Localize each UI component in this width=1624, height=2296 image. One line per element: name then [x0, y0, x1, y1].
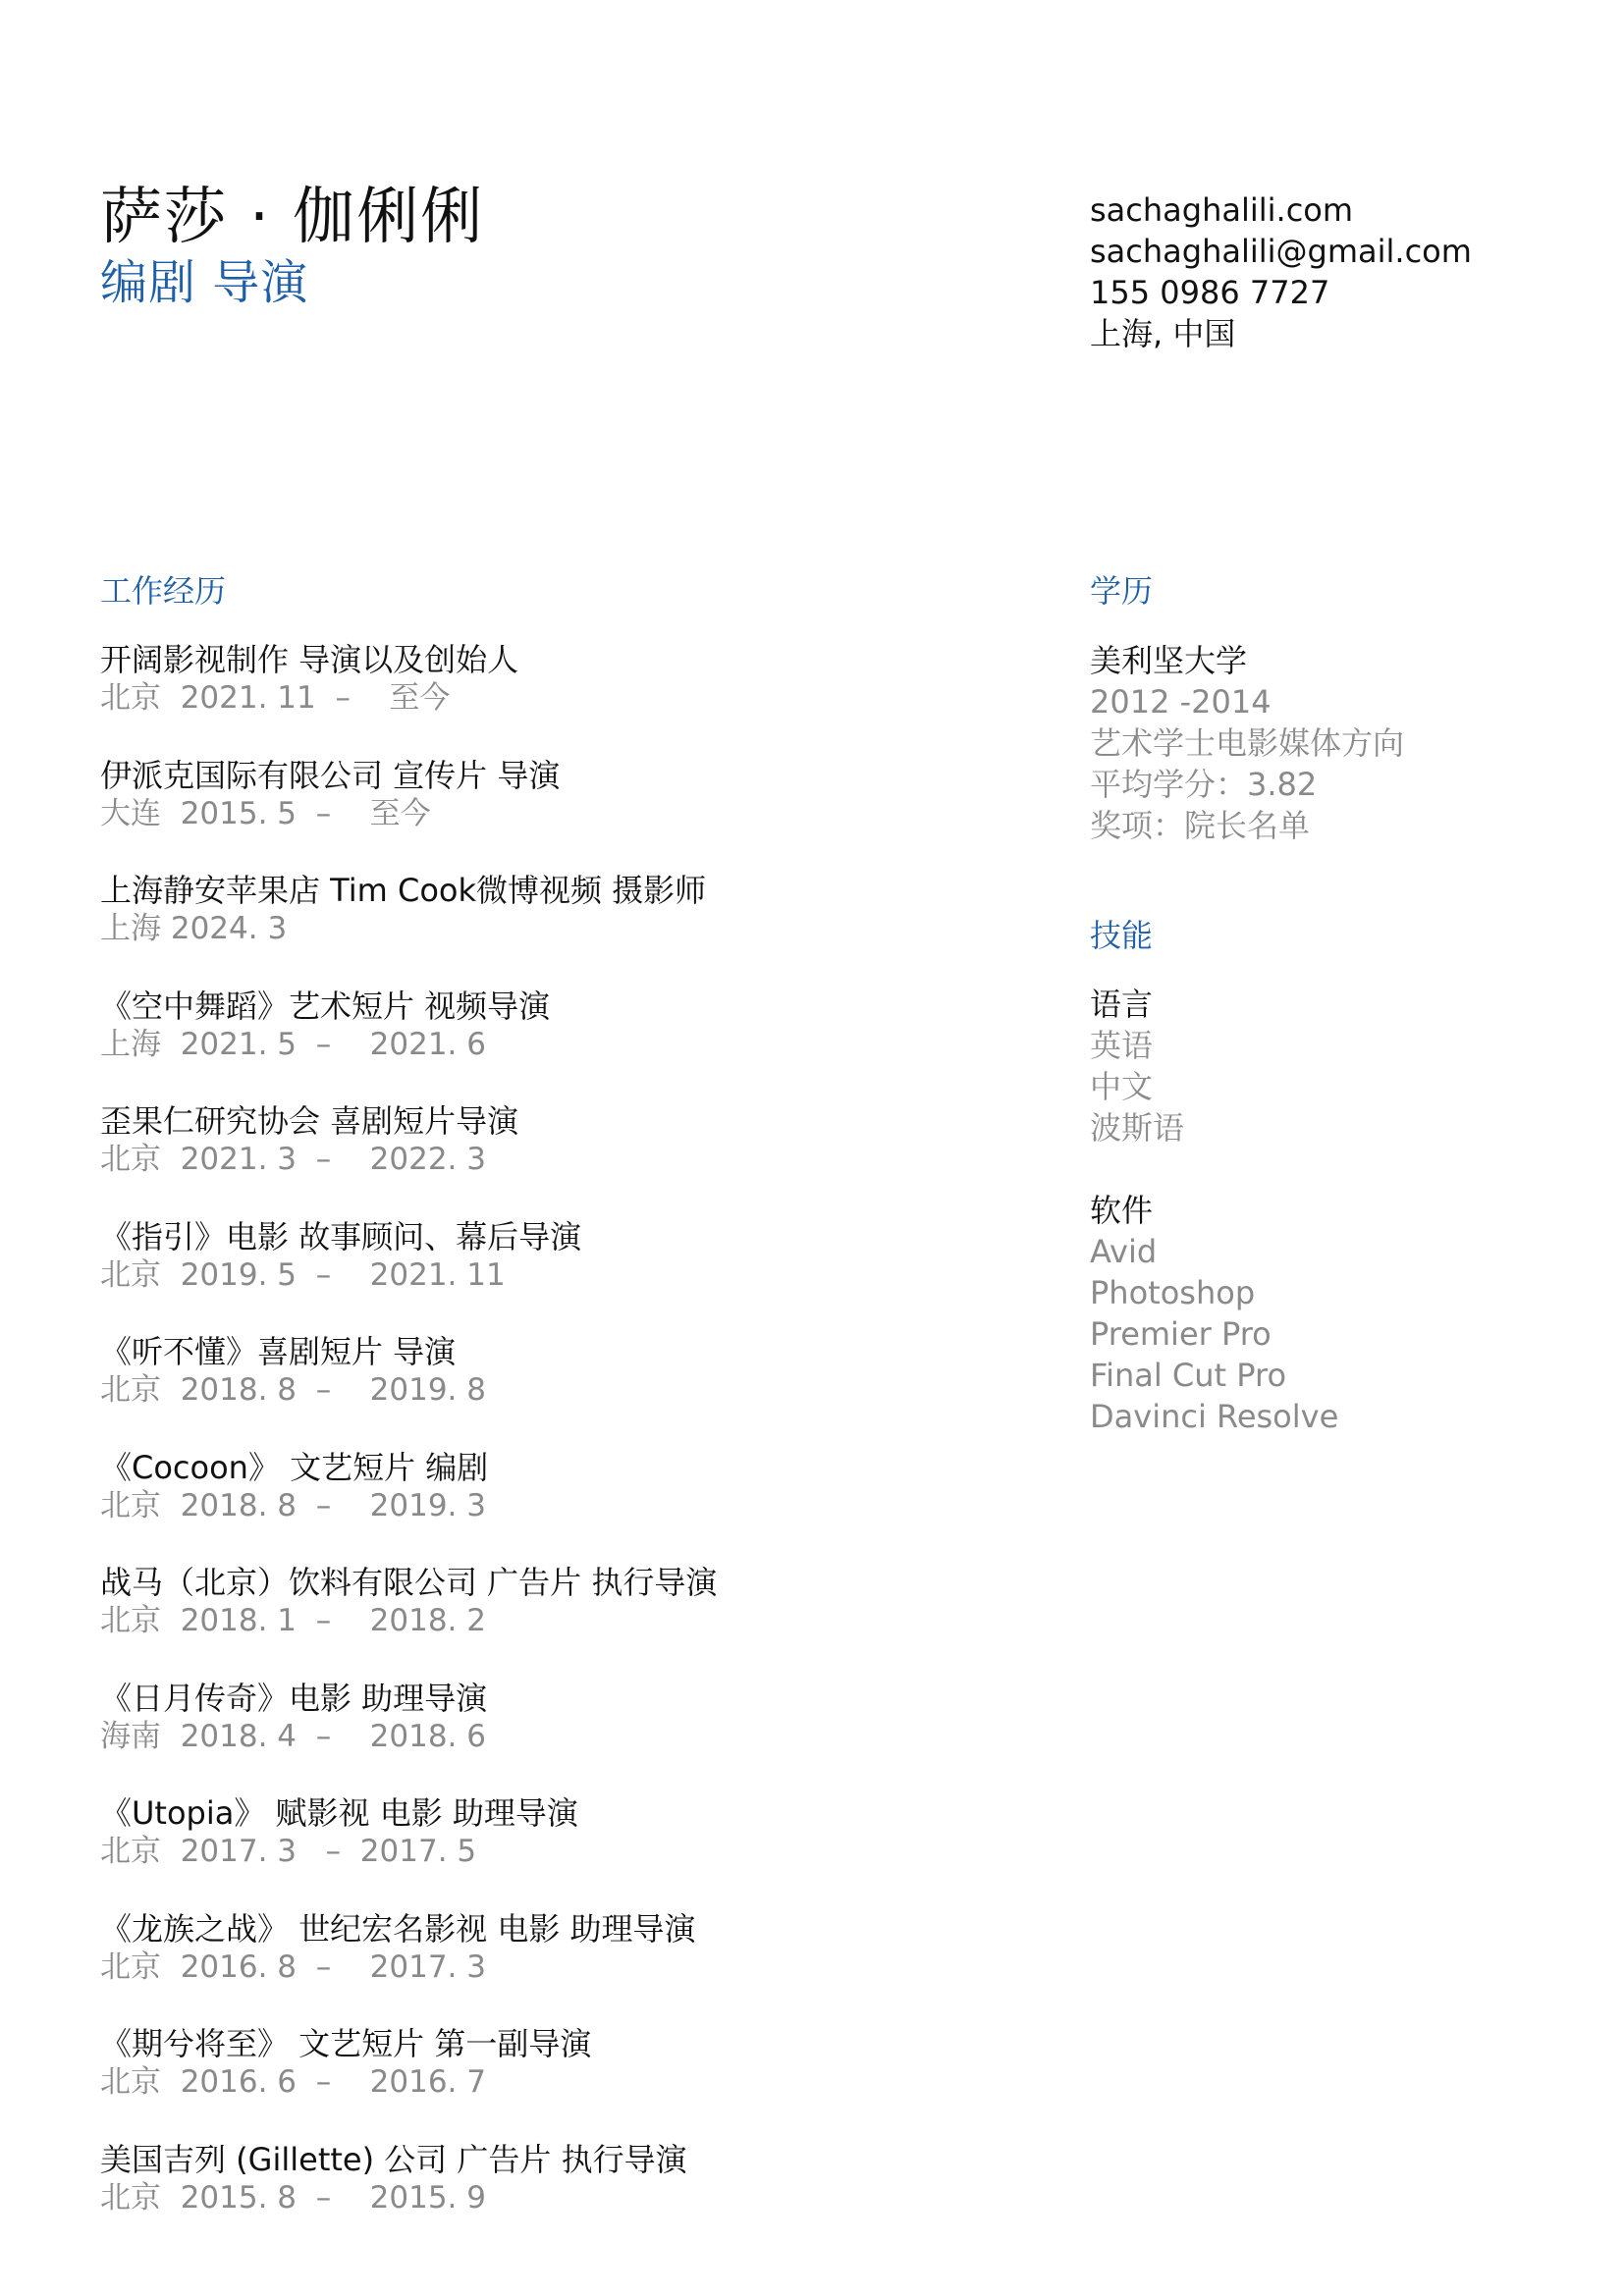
job-title: 《期兮将至》 文艺短片 第一副导演: [100, 2025, 592, 2062]
education-years: 2012 -2014: [1090, 683, 1272, 721]
job-title: 《Utopia》 赋影视 电影 助理导演: [100, 1794, 578, 1832]
education-gpa: 平均学分：3.82: [1090, 766, 1318, 803]
software-item: Avid: [1090, 1233, 1158, 1270]
job-meta: 上海 2021. 5 – 2021. 6: [100, 1026, 486, 1062]
job-title: 上海静安苹果店 Tim Cook微博视频 摄影师: [100, 872, 707, 909]
education-degree: 艺术学士电影媒体方向: [1090, 724, 1405, 762]
job-title: 开阔影视制作 导演以及创始人: [100, 641, 519, 678]
contact-location: 上海, 中国: [1090, 315, 1236, 352]
job-item: [100, 2140, 984, 2256]
software-item: Premier Pro: [1090, 1315, 1272, 1353]
contact-email[interactable]: sachaghalili@gmail.com: [1090, 233, 1472, 270]
job-meta: 上海 2024. 3: [100, 911, 288, 946]
language-item: 英语: [1090, 1027, 1154, 1064]
job-meta: 北京 2017. 3 – 2017. 5: [100, 1834, 477, 1869]
job-meta: 大连 2015. 5 – 至今: [100, 795, 431, 831]
skills-block: [1090, 984, 1581, 1437]
job-title: 战马（北京）饮料有限公司 广告片 执行导演: [100, 1564, 718, 1601]
job-item: [100, 756, 984, 872]
job-item: [100, 1679, 984, 1794]
job-title: 《日月传奇》电影 助理导演: [100, 1679, 488, 1717]
job-title: 《Cocoon》 文艺短片 编剧: [100, 1448, 489, 1486]
job-meta: 北京 2016. 8 – 2017. 3: [100, 1949, 486, 1985]
job-item: [100, 1793, 984, 1909]
job-item: [100, 1448, 984, 1564]
job-title: 《空中舞蹈》艺术短片 视频导演: [100, 987, 551, 1025]
contact-phone: 155 0986 7727: [1090, 274, 1330, 311]
work-section-title: 工作经历: [100, 572, 227, 610]
job-item: [100, 2024, 984, 2140]
job-title: 《指引》电影 故事顾问、幕后导演: [100, 1217, 582, 1255]
job-title: 美国吉列 (Gillette) 公司 广告片 执行导演: [100, 2140, 687, 2178]
education-section-title: 学历: [1090, 572, 1154, 610]
job-meta: 北京 2018. 1 – 2018. 2: [100, 1603, 486, 1638]
skills-section-title: 技能: [1090, 917, 1154, 954]
job-item: [100, 640, 984, 756]
school-name: 美利坚大学: [1090, 642, 1248, 679]
job-title: 歪果仁研究协会 喜剧短片导演: [100, 1102, 519, 1140]
work-list: [100, 640, 984, 2255]
job-meta: 北京 2019. 5 – 2021. 11: [100, 1256, 506, 1293]
job-item: [100, 1563, 984, 1679]
languages-title: 语言: [1090, 986, 1154, 1023]
software-title: 软件: [1090, 1192, 1154, 1229]
resume-name: 萨莎 · 伽俐俐: [100, 181, 485, 252]
job-meta: 海南 2018. 4 – 2018. 6: [100, 1718, 486, 1754]
contact-block: [1090, 189, 1581, 354]
job-meta: 北京 2016. 6 – 2016. 7: [100, 2064, 486, 2100]
job-item: [100, 871, 984, 987]
education-block: [1090, 640, 1581, 846]
job-meta: 北京 2015. 8 – 2015. 9: [100, 2179, 486, 2216]
job-meta: 北京 2021. 11 – 至今: [100, 680, 451, 716]
education-award: 奖项：院长名单: [1090, 807, 1311, 844]
software-item: Davinci Resolve: [1090, 1398, 1339, 1435]
language-item: 波斯语: [1090, 1109, 1185, 1147]
job-meta: 北京 2018. 8 – 2019. 8: [100, 1372, 486, 1408]
job-item: [100, 1217, 984, 1333]
job-item: [100, 1101, 984, 1217]
job-item: [100, 987, 984, 1102]
software-group: [1090, 1190, 1581, 1437]
software-item: Final Cut Pro: [1090, 1357, 1287, 1394]
software-item: Photoshop: [1090, 1274, 1256, 1311]
job-meta: 北京 2018. 8 – 2019. 3: [100, 1487, 486, 1523]
job-title: 伊派克国际有限公司 宣传片 导演: [100, 756, 561, 794]
job-item: [100, 1332, 984, 1448]
job-title: 《龙族之战》 世纪宏名影视 电影 助理导演: [100, 1909, 696, 1948]
job-meta: 北京 2021. 3 – 2022. 3: [100, 1142, 486, 1177]
contact-website[interactable]: sachaghalili.com: [1090, 191, 1354, 229]
job-item: [100, 1909, 984, 2025]
job-title: 《听不懂》喜剧短片 导演: [100, 1333, 457, 1370]
resume-role: 编剧 导演: [100, 255, 309, 310]
language-item: 中文: [1090, 1068, 1154, 1105]
